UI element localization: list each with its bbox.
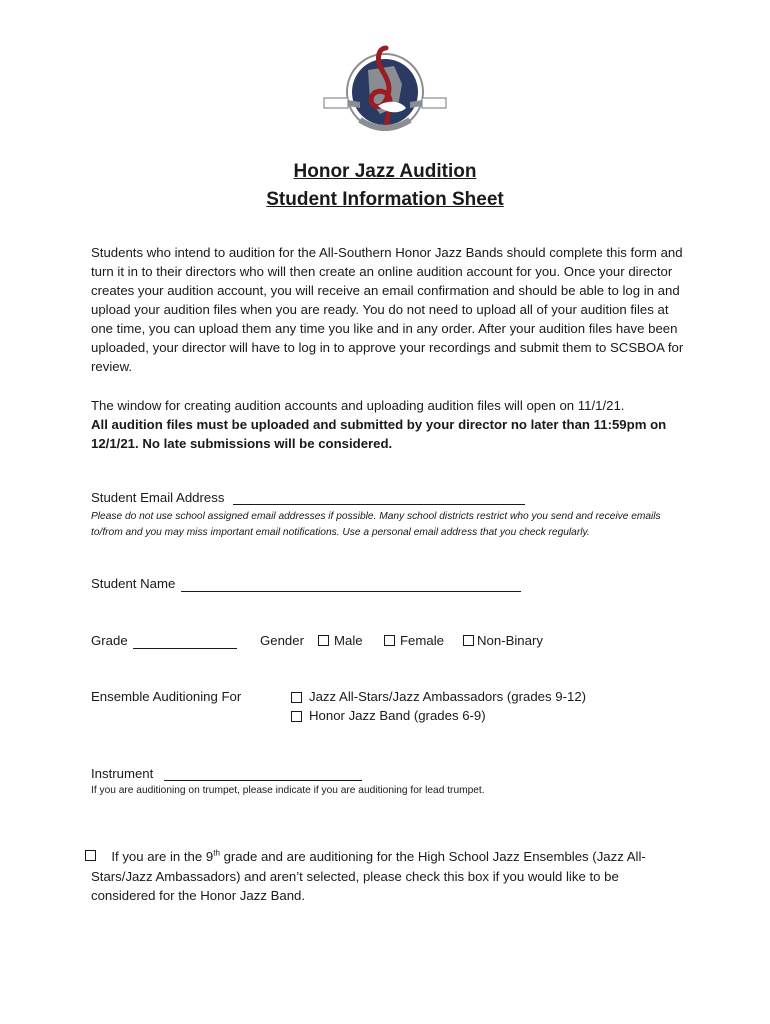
gender-male-checkbox[interactable] <box>318 635 329 646</box>
ensemble-label: Ensemble Auditioning For <box>91 689 242 704</box>
gender-female-checkbox[interactable] <box>384 635 395 646</box>
ninth-grade-text-before: If you are in the 9 <box>111 849 214 864</box>
page-title: Honor Jazz Audition <box>293 161 477 182</box>
gender-label: Gender <box>260 633 304 648</box>
ensemble-allstars-checkbox[interactable] <box>291 692 302 703</box>
page-subtitle: Student Information Sheet <box>266 189 504 210</box>
gender-female-label: Female <box>400 633 444 648</box>
deadline-paragraph <box>91 396 691 453</box>
instrument-field[interactable] <box>164 780 362 781</box>
intro-paragraph: Students who intend to audition for the All-Southern Honor Jazz Bands should complete this form and turn it in to their directors who will then create an online audition account for you. Once your director creates your audition account, you will receive an email confirmation and should be able to log in and upload your audition files when you are ready. You do not need to upload all of your audition files at one time, you can upload them any time you like and in any order. After your audition files have been uploaded, your director will have to log in to approve your recordings and submit them to SCSBOA for review. <box>91 245 684 374</box>
student-name-field[interactable] <box>181 591 521 592</box>
ninth-grade-text-after: grade and are auditioning for the High School Jazz Ensembles (Jazz All-Stars/Jazz Ambassadors) and aren’t selected, please check this box if you would like to be considered for the Honor Jazz Band. <box>91 849 646 903</box>
instrument-note: If you are auditioning on trumpet, please indicate if you are auditioning for lead trumpet. <box>91 785 485 796</box>
deadline-text: All audition files must be uploaded and submitted by your director no later than 11:59pm on 12/1/21. No late submissions will be considered. <box>91 417 667 451</box>
gender-nonbinary-label: Non-Binary <box>477 633 543 648</box>
ensemble-honor-label: Honor Jazz Band (grades 6-9) <box>309 708 486 723</box>
grade-label: Grade <box>91 633 128 648</box>
ninth-grade-superscript: th <box>213 848 220 858</box>
scsboa-logo <box>320 40 450 140</box>
ensemble-allstars-label: Jazz All-Stars/Jazz Ambassadors (grades 9-12) <box>309 689 587 704</box>
ninth-grade-paragraph <box>91 847 681 906</box>
email-field[interactable] <box>233 504 525 505</box>
name-label: Student Name <box>91 576 176 591</box>
email-label: Student Email Address <box>91 490 225 505</box>
email-note: Please do not use school assigned email addresses if possible. Many school districts restrict who you send and receive emails to/from and you may miss important email notifications. Use a personal email address that you check regularly. <box>91 511 661 538</box>
window-text: The window for creating audition accounts and uploading audition files will open on 11/1/21. <box>91 398 625 413</box>
ensemble-honor-checkbox[interactable] <box>291 711 302 722</box>
grade-field[interactable] <box>133 648 237 649</box>
gender-nonbinary-checkbox[interactable] <box>463 635 474 646</box>
instrument-label: Instrument <box>91 766 154 781</box>
gender-male-label: Male <box>334 633 363 648</box>
